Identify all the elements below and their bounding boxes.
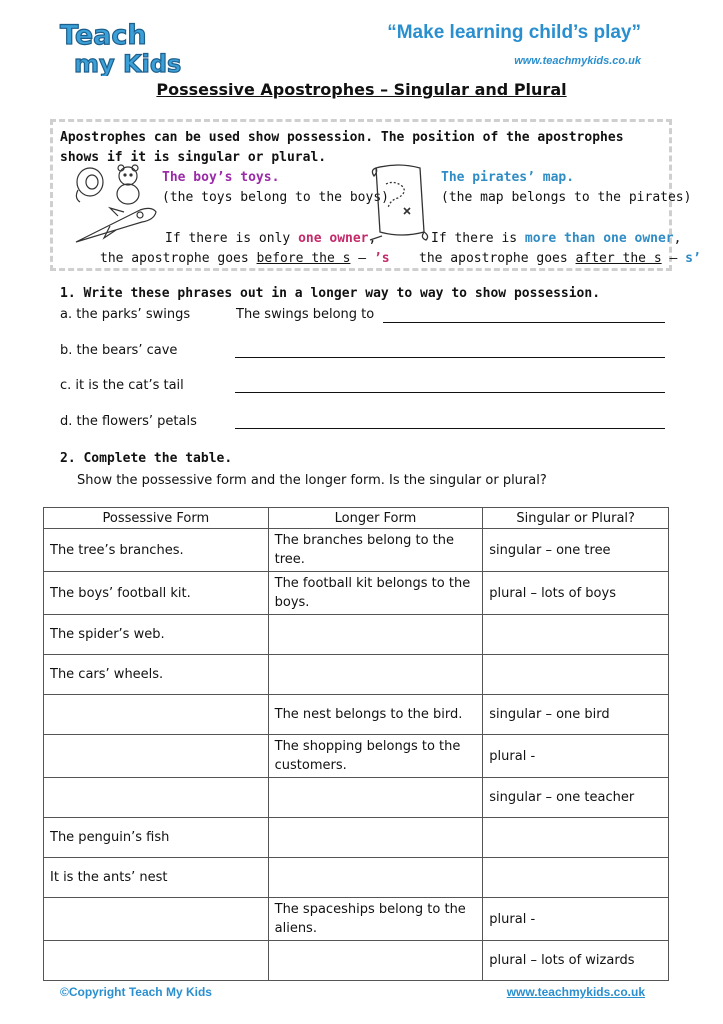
cell-number[interactable] [483,615,669,655]
table-row [44,818,669,858]
cell-number[interactable] [483,818,669,858]
question-2-instruction: Show the possessive form and the longer form. Is the singular or plural? [77,473,547,488]
cell-possessive: The boys’ football kit. [44,572,269,615]
answer-line-d[interactable] [235,428,665,429]
cell-possessive[interactable] [44,898,269,941]
cell-longer: The shopping belongs to the customers. [268,735,483,778]
cell-possessive: The penguin’s fish [44,818,269,858]
cell-possessive: It is the ants’ nest [44,858,269,898]
cell-longer[interactable] [268,615,483,655]
cell-possessive[interactable] [44,778,269,818]
cell-number[interactable]: plural - [483,735,669,778]
left-example: The boy’s toys. [162,170,280,185]
table-row [44,898,669,941]
column-header-possessive: Possessive Form [44,508,269,529]
cell-number: singular – one bird [483,695,669,735]
cell-longer[interactable] [268,818,483,858]
cell-number: singular – one tree [483,529,669,572]
answer-line-a[interactable] [383,322,665,323]
cell-possessive[interactable] [44,735,269,778]
right-rule-line-1: If there is more than one owner, [431,231,682,246]
table-row [44,615,669,655]
logo-bottom-text: my Kids [74,50,182,76]
cell-number: plural – lots of wizards [483,941,669,981]
cell-longer: The spaceships belong to the aliens. [268,898,483,941]
table-row [44,735,669,778]
cell-number: plural – lots of boys [483,572,669,615]
tagline: “Make learning child’s play” [387,22,641,43]
cell-number[interactable]: plural - [483,898,669,941]
cell-longer[interactable] [268,778,483,818]
cell-longer: The nest belongs to the bird. [268,695,483,735]
phrase-a-prefix: The swings belong to [236,307,375,322]
question-1-heading: 1. Write these phrases out in a longer way to way to show possession. [60,286,601,301]
intro-text: Apostrophes can be used show possession. The position of the apostrophes shows if it is singular or plural. [60,130,624,165]
table-header-row [44,508,669,529]
left-rule-line-2: the apostrophe goes before the s – ’s [100,251,390,266]
rocket-icon [76,208,156,242]
cell-longer[interactable] [268,941,483,981]
cell-longer: The football kit belongs to the boys. [268,572,483,615]
right-rule-line-2: the apostrophe goes after the s – s’ [419,251,701,266]
cell-possessive[interactable] [44,695,269,735]
phrase-a: a. the parks’ swings [60,307,191,322]
teach-my-kids-logo [58,18,208,76]
table-row [44,655,669,695]
table-row [44,941,669,981]
phrase-d: d. the flowers’ petals [60,414,197,429]
cell-possessive: The spider’s web. [44,615,269,655]
footer-website-link[interactable]: www.teachmykids.co.uk [506,985,645,999]
question-2-heading: 2. Complete the table. [60,451,233,466]
cell-number: singular – one teacher [483,778,669,818]
cell-longer[interactable] [268,655,483,695]
table-row [44,572,669,615]
logo-top-text: Teach [60,20,147,51]
column-header-longer: Longer Form [268,508,483,529]
phrase-c: c. it is the cat’s tail [60,378,184,393]
left-rule-line-1: If there is only one owner, [165,231,377,246]
right-example: The pirates’ map. [441,170,575,185]
page-title: Possessive Apostrophes – Singular and Plural [156,80,567,99]
footer-copyright: ©Copyright Teach My Kids [60,985,212,999]
toys-illustration [70,162,165,247]
column-header-number: Singular or Plural? [483,508,669,529]
table-row [44,695,669,735]
teddy-bear-icon [117,165,139,204]
cell-longer[interactable] [268,858,483,898]
cell-number[interactable] [483,655,669,695]
cell-possessive: The cars’ wheels. [44,655,269,695]
header-website[interactable]: www.teachmykids.co.uk [514,55,641,67]
phrase-b: b. the bears’ cave [60,343,178,358]
right-explanation: (the map belongs to the pirates) [441,190,692,205]
answer-line-b[interactable] [235,357,665,358]
cell-possessive: The tree’s branches. [44,529,269,572]
cell-number[interactable] [483,858,669,898]
cell-possessive[interactable] [44,941,269,981]
cell-longer: The branches belong to the tree. [268,529,483,572]
table-row [44,529,669,572]
answer-line-c[interactable] [235,392,665,393]
yoyo-icon [76,168,103,202]
left-explanation: (the toys belong to the boys) [162,190,389,205]
table-row [44,778,669,818]
possessive-table [43,507,669,981]
treasure-map-icon [368,160,433,245]
table-row [44,858,669,898]
